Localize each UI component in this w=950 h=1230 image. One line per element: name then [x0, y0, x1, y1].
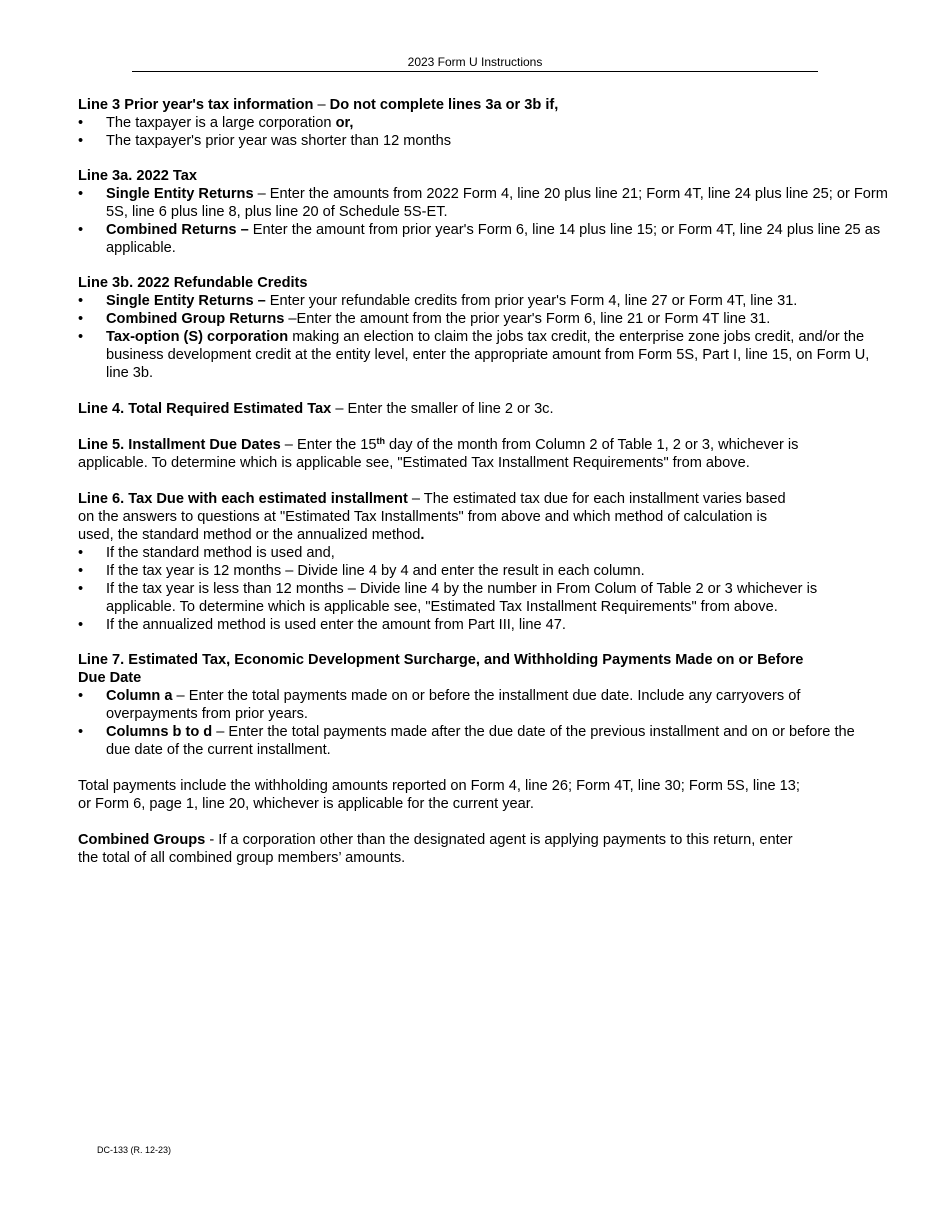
bullet-icon: •	[78, 545, 84, 561]
list-item: • Column a – Enter the total payments made on or before the installment due date. Include any carryovers of overpayments from prior years.	[78, 688, 801, 722]
combined-groups-paragraph: Combined Groups - If a corporation other than the designated agent is applying payments to this return, enter the total of all combined group members’ amounts.	[78, 832, 793, 866]
line3a-heading: Line 3a. 2022 Tax	[78, 168, 197, 184]
bullet-icon: •	[78, 617, 84, 633]
list-item: • If the tax year is 12 months – Divide line 4 by 4 and enter the result in each column.	[78, 563, 645, 579]
bullet-icon: •	[78, 115, 84, 131]
list-item: • The taxpayer's prior year was shorter than 12 months	[78, 133, 452, 149]
bullet-icon: •	[78, 133, 84, 149]
list-item: • The taxpayer is a large corporation or,	[78, 115, 354, 131]
header-rule	[132, 71, 818, 72]
list-item: • Single Entity Returns – Enter the amounts from 2022 Form 4, line 20 plus line 21; Form 4T, line 24 plus line 25; or Form 5S, line 6 plus line 8, plus line 20 of Schedule 5S-ET.	[78, 186, 888, 220]
bullet-icon: •	[78, 222, 84, 238]
bullet-icon: •	[78, 293, 84, 309]
list-item: • If the standard method is used and,	[78, 545, 335, 561]
bullet-icon: •	[78, 688, 84, 704]
list-item: • Combined Returns – Enter the amount from prior year's Form 6, line 14 plus line 15; or Form 4T, line 24 plus line 25 as applicable.	[78, 222, 881, 256]
list-item: • Columns b to d – Enter the total payments made after the due date of the previous installment and on or before the due date of the current installment.	[78, 724, 855, 758]
list-item: • If the annualized method is used enter the amount from Part III, line 47.	[78, 617, 566, 633]
line3-heading: Line 3 Prior year's tax information – Do not complete lines 3a or 3b if,	[78, 97, 559, 113]
list-item: • Combined Group Returns –Enter the amount from the prior year's Form 6, line 21 or Form 4T line 31.	[78, 311, 771, 327]
line6-paragraph: Line 6. Tax Due with each estimated installment – The estimated tax due for each installment varies based on the answers to questions at "Estimated Tax Installments" from above and which method of calculation is used, the standard method or the annualized method.	[78, 491, 786, 543]
line4-paragraph: Line 4. Total Required Estimated Tax – Enter the smaller of line 2 or 3c.	[78, 401, 554, 417]
list-item: • Single Entity Returns – Enter your refundable credits from prior year's Form 4, line 27 or Form 4T, line 31.	[78, 293, 798, 309]
bullet-icon: •	[78, 186, 84, 202]
line5-paragraph: Line 5. Installment Due Dates – Enter the 15th day of the month from Column 2 of Table 1, 2 or 3, whichever is applicable. To determine which is applicable see, "Estimated Tax Installment Requirements" from above.	[78, 436, 799, 471]
bullet-icon: •	[78, 581, 84, 597]
line7-heading: Line 7. Estimated Tax, Economic Development Surcharge, and Withholding Payments Made on or Before Due Date	[78, 652, 804, 686]
bullet-icon: •	[78, 563, 84, 579]
bullet-icon: •	[78, 329, 84, 345]
total-payments-paragraph: Total payments include the withholding amounts reported on Form 4, line 26; Form 4T, line 30; Form 5S, line 13; or Form 6, page 1, line 20, whichever is applicable for the current year.	[78, 778, 800, 812]
line3b-heading: Line 3b. 2022 Refundable Credits	[78, 275, 308, 291]
form-code-footer: DC-133 (R. 12-23)	[97, 1145, 172, 1155]
instructions-body	[78, 96, 888, 867]
page-header-title: 2023 Form U Instructions	[407, 55, 543, 69]
list-item: • Tax-option (S) corporation making an election to claim the jobs tax credit, the enterprise zone jobs credit, and/or the business development credit at the entity level, enter the appropriate amount from Form 5S, Part I, line 15, on Form U, line 3b.	[78, 329, 870, 381]
list-item: • If the tax year is less than 12 months – Divide line 4 by the number in From Colum of Table 2 or 3 whichever is applicable. To determine which is applicable see, "Estimated Tax Installment Requirements" from above.	[78, 581, 818, 615]
bullet-icon: •	[78, 724, 84, 740]
bullet-icon: •	[78, 311, 84, 327]
